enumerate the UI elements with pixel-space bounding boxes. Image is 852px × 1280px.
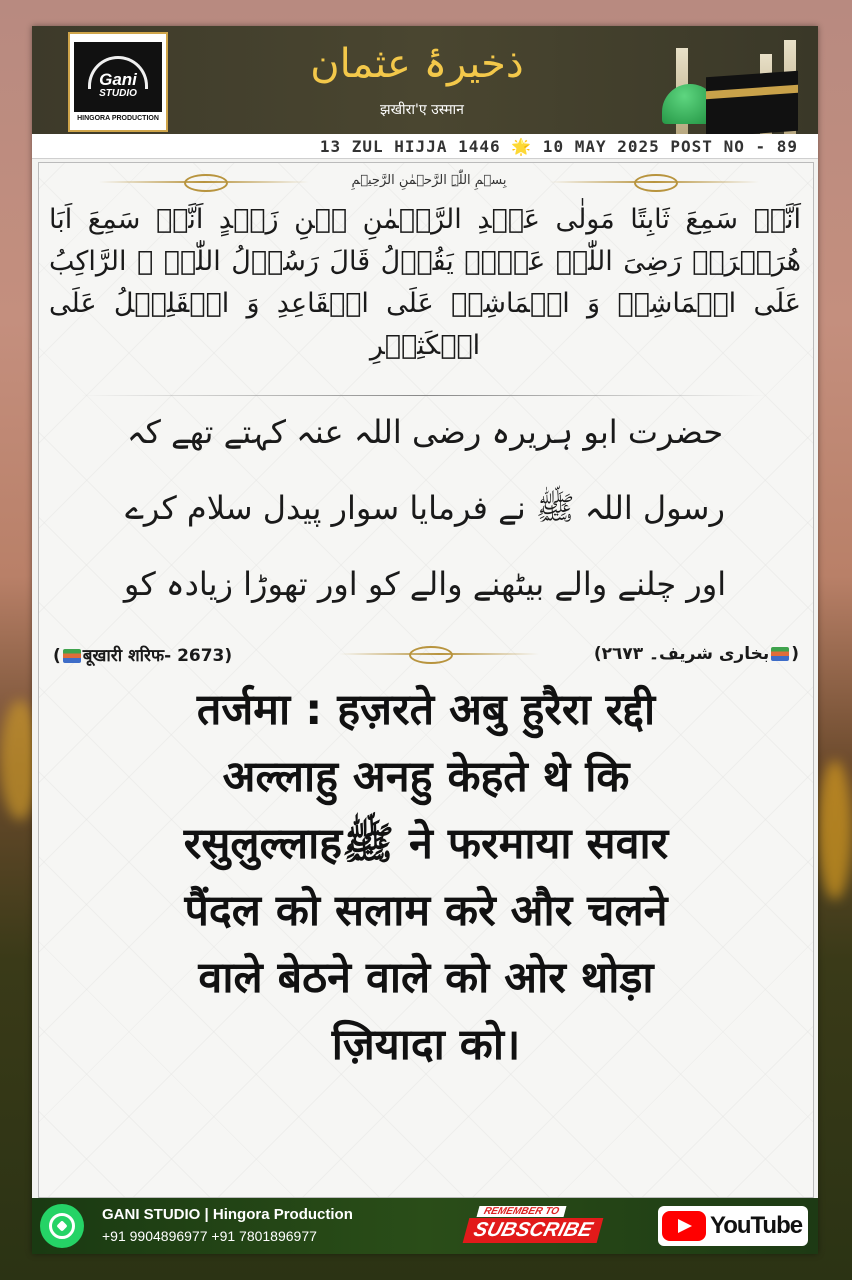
footer-bar [32, 1198, 818, 1254]
post-card [32, 26, 818, 1254]
ornament-loop-icon [634, 174, 678, 192]
title-hindi: झखीरा'ए उस्मान [380, 102, 464, 118]
logo-name: Gani [99, 69, 137, 89]
hindi-line: ज़ियादा को। [331, 1020, 521, 1070]
kaaba-icon [706, 71, 798, 137]
hindi-line: तर्जमा : हज़रते अबु हुरैरा रद्दी [196, 685, 656, 735]
reference-hindi: ( बूखारी शरिफ- 2673) [53, 646, 233, 666]
ornament-row [39, 169, 813, 199]
books-icon [771, 647, 789, 661]
hindi-line: पैंदल को सलाम करे और चलने [184, 886, 668, 936]
date-bar [32, 134, 818, 159]
ornament-loop-icon [184, 174, 228, 192]
urdu-line-3: اور چلنے والے بیٹھنے والے کو اور تھوڑا زیادہ کو [123, 565, 727, 603]
kaaba-illustration [632, 34, 818, 134]
logo-studio: STUDIO [99, 87, 137, 99]
remember-label: REMEMBER TO [477, 1206, 567, 1217]
subscribe-badge[interactable] [458, 1206, 638, 1246]
reference-urdu: (بخاری شریف۔ ٢٦٧٣) [593, 644, 799, 664]
hindi-translation [53, 677, 799, 1079]
reference-row [39, 639, 813, 669]
arabic-hadith: اَنَّہٗ سَمِعَ ثَابِتًا مَولٰی عَبۡدِ الرَّحۡمٰنِ بۡنِ زَیۡدٍ اَنَّہٗ سَمِعَ اَبَا ھُرَیۡرَۃَ رَضِیَ اللّٰہُ عَنۡہُ یَقُوۡلُ قَالَ رَسُوۡلُ اللّٰہِ ﷺ الرَّاکِبُ عَلَی الۡمَاشِیۡ وَ الۡمَاشِیۡ عَلَی الۡقَاعِدِ وَ الۡقَلِیۡلُ عَلَی الۡکَثِیۡرِ [49, 204, 801, 361]
subscribe-label: SUBSCRIBE [463, 1218, 603, 1243]
logo-emblem [74, 42, 162, 112]
background-blur [818, 760, 852, 900]
bismillah: بِسۡمِ اللّٰہِ الرَّحۡمٰنِ الرَّحِیۡمِ [351, 173, 507, 188]
title-urdu: ذخیرۂ عثمان [310, 41, 524, 87]
youtube-label: YouTube [710, 1212, 803, 1239]
header-banner [32, 26, 818, 134]
books-icon [63, 649, 81, 663]
ornament-loop-icon [409, 646, 453, 664]
youtube-play-icon [662, 1211, 706, 1241]
hindi-line: अल्लाहु अनहु केहते थे कि [222, 752, 630, 802]
urdu-line-2: رسول اللہ ﷺ نے فرمایا سوار پیدل سلام کرے [125, 489, 725, 527]
whatsapp-icon[interactable] [40, 1204, 84, 1248]
logo-production: HINGORA PRODUCTION [77, 115, 159, 122]
content-frame [38, 162, 814, 1198]
urdu-line-1: حضرت ابو ہریرہ رضی اللہ عنہ کہتے تھے کہ [126, 413, 724, 451]
hindi-line: रसुलुल्लाहﷺ ने फरमाया सवार [183, 819, 669, 869]
divider [79, 395, 769, 396]
date-text: 13 ZUL HIJJA 1446 🌟 10 MAY 2025 POST NO - 89 [319, 137, 798, 156]
youtube-button[interactable] [658, 1206, 808, 1246]
footer-phones[interactable]: +91 9904896977 +91 7801896977 [102, 1228, 317, 1244]
hindi-line: वाले बेठने वाले को ओर थोड़ा [198, 953, 654, 1003]
studio-logo [68, 32, 168, 132]
footer-studio: GANI STUDIO | Hingora Production [102, 1206, 353, 1223]
